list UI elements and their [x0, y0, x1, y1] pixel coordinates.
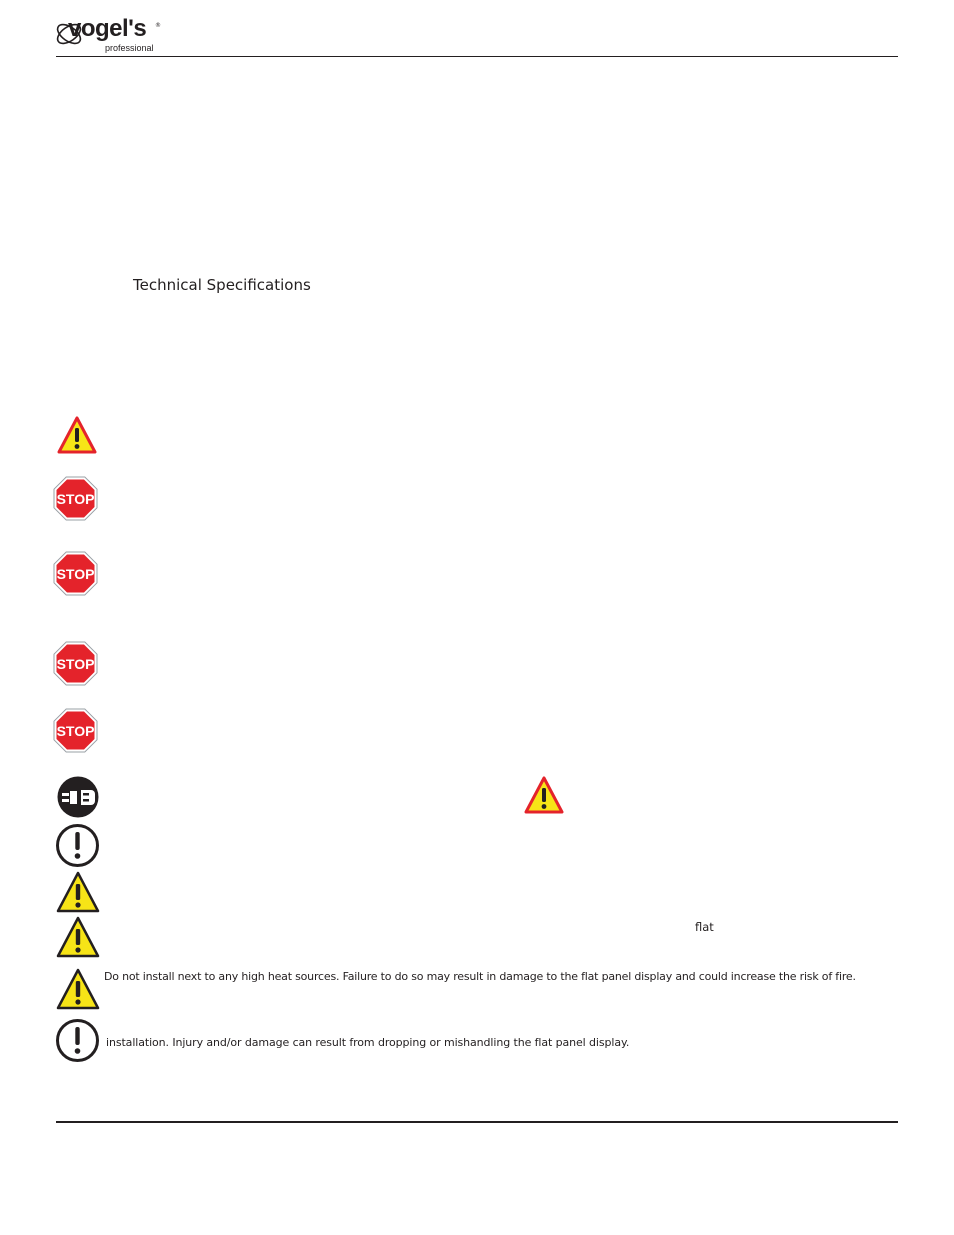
svg-text:STOP: STOP [56, 656, 95, 672]
note-fragment-flat: flat [695, 920, 714, 934]
stop-sign-icon [53, 551, 98, 596]
header-rule [56, 56, 898, 57]
stop-sign-icon [53, 641, 98, 686]
svg-text:STOP: STOP [56, 566, 95, 582]
caution-triangle-yellow-icon [56, 968, 100, 1010]
caution-triangle-yellow-icon [56, 916, 100, 958]
logo-registered-mark: ® [155, 22, 161, 29]
footer-rule [56, 1121, 898, 1123]
logo-subtitle: professional [105, 43, 154, 53]
svg-text:STOP: STOP [56, 491, 95, 507]
installation-warning: installation. Injury and/or damage can result from dropping or mishandling the flat panel display. [106, 1036, 630, 1049]
warning-triangle-red-icon [524, 776, 564, 814]
warning-triangle-red-icon [57, 416, 97, 454]
caution-triangle-yellow-icon [56, 871, 100, 913]
stop-sign-icon [53, 476, 98, 521]
unplug-power-icon [57, 776, 99, 818]
heat-source-warning: Do not install next to any high heat sources. Failure to do so may result in damage to the flat panel display and could increase the risk of fire. [104, 970, 856, 983]
exclamation-circle-icon [55, 823, 100, 868]
svg-text:STOP: STOP [56, 723, 95, 739]
logo-wordmark: vogel's [68, 15, 147, 42]
stop-sign-icon [53, 708, 98, 753]
vogels-professional-logo [54, 14, 166, 56]
section-title: Technical Specifications [133, 276, 311, 294]
exclamation-circle-icon [55, 1018, 100, 1063]
